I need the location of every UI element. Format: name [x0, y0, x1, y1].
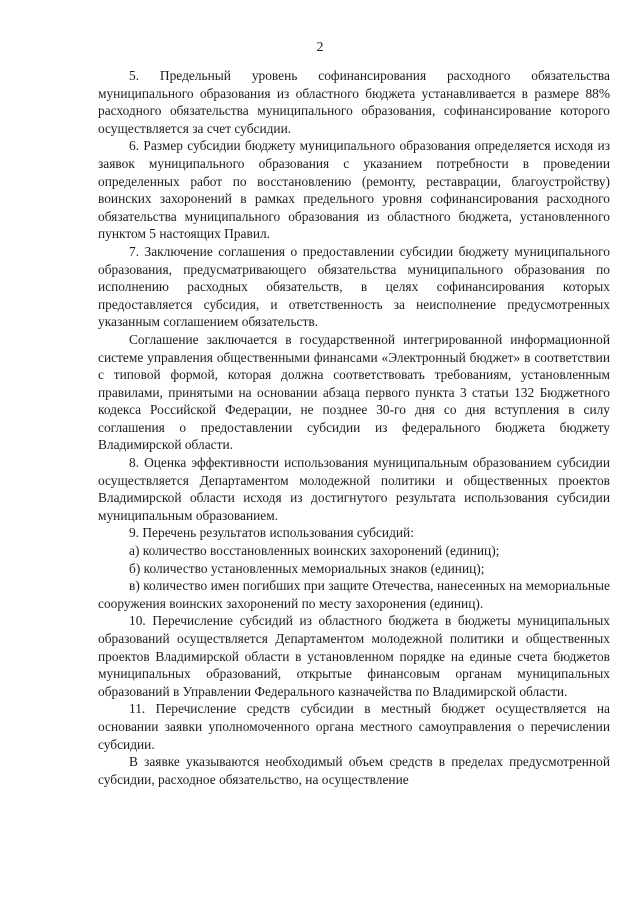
- paragraph-agreement: Соглашение заключается в государственной интегрированной информационной системе управления общественными финансами «Электронный бюджет» в соответствии с типовой формой, которая должна соответствовать требованиям, установленным правилами, принятыми на основании абзаца первого пункта 3 статьи 132 Бюджетного кодекса Российской Федерации, не позднее 30-го дня со дня вступления в силу соглашения о предоставлении субсидии из федерального бюджета бюджету Владимирской области.: [98, 331, 610, 453]
- paragraph-5: 5. Предельный уровень софинансирования расходного обязательства муниципального образования из областного бюджета устанавливается в размере 88% расходного обязательства муниципального образования, софинансирование которого осуществляется за счет субсидии.: [98, 68, 610, 136]
- document-body: [98, 67, 610, 788]
- list-item-b: б) количество установленных мемориальных знаков (единиц);: [129, 560, 485, 576]
- paragraph-request: В заявке указываются необходимый объем средств в пределах предусмотренной субсидии, расходное обязательство, на осуществление: [98, 754, 610, 787]
- paragraph-9: 9. Перечень результатов использования субсидий:: [129, 525, 414, 541]
- page-number: 2: [316, 40, 324, 55]
- paragraph-10: 10. Перечисление субсидий из областного бюджета в бюджеты муниципальных образований осуществляется Департаментом молодежной политики и общественных проектов Владимирской области в установленном порядке на единые счета бюджетов муниципальных образований, открытые финансовым органам муниципальных образований в Управлении Федерального казначейства по Владимирской области.: [98, 613, 610, 699]
- paragraph-6: 6. Размер субсидии бюджету муниципального образования определяется исходя из заявок муниципального образования с указанием потребности в проведении определенных работ по восстановлению (ремонту, реставрации, благоустройству) воинских захоронений в рамках предельного уровня софинансирования расходного обязательства муниципального образования из областного бюджета, установленного пунктом 5 настоящих Правил.: [98, 138, 610, 242]
- list-item-a: а) количество восстановленных воинских захоронений (единиц);: [129, 543, 500, 559]
- paragraph-7: 7. Заключение соглашения о предоставлении субсидии бюджету муниципального образования, предусматривающего обязательства муниципального образования по исполнению расходных обязательств, в целях софинансирования которых предоставляется субсидия, и ответственность за неисполнение предусмотренных указанным соглашением обязательств.: [98, 243, 610, 330]
- paragraph-8: 8. Оценка эффективности использования муниципальным образованием субсидии осуществляется Департаментом молодежной политики и общественных проектов Владимирской области исходя из достигнутого результата использования субсидии муниципальным образованием.: [98, 455, 610, 523]
- paragraph-11: 11. Перечисление средств субсидии в местный бюджет осуществляется на основании заявки уполномоченного органа местного самоуправления о перечислении субсидии.: [98, 701, 610, 752]
- list-item-v: в) количество имен погибших при защите Отечества, нанесенных на мемориальные сооружения воинских захоронений по месту захоронения (единиц).: [98, 578, 610, 611]
